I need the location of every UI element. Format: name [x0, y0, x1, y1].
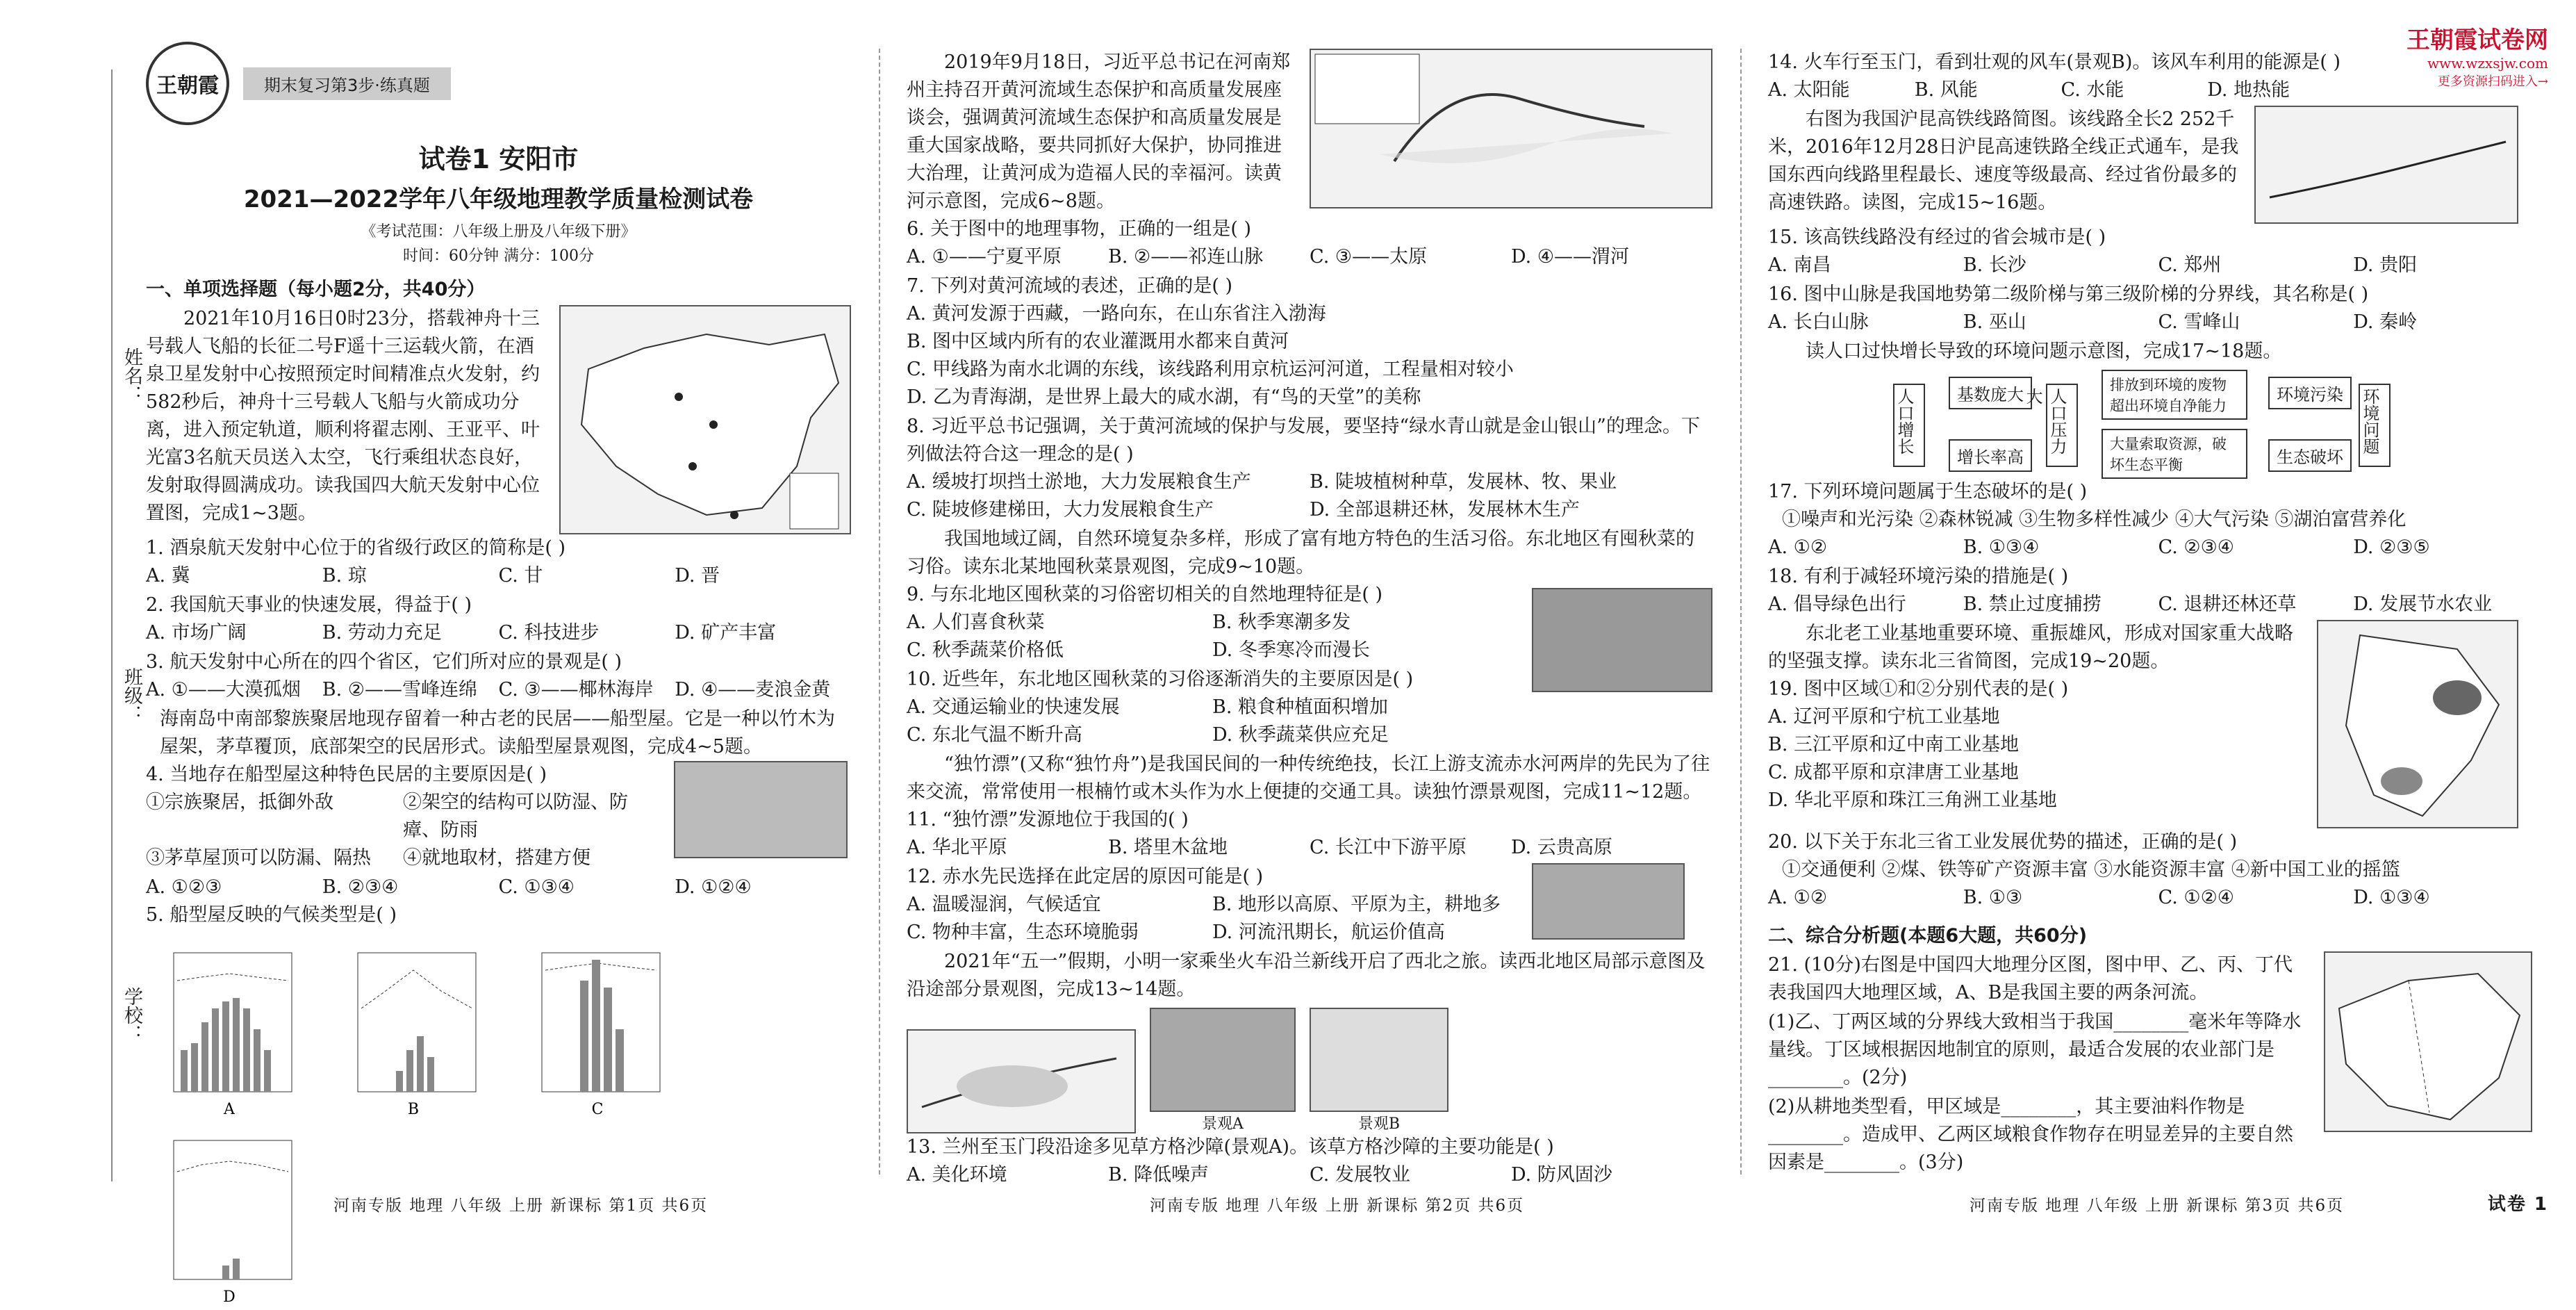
- q10-option-d[interactable]: D. 秋季蔬菜供应充足: [1212, 724, 1389, 746]
- q12-option-b[interactable]: B. 地形以高原、平原为主，耕地多: [1212, 894, 1501, 915]
- exam-tag: 试卷 1: [2487, 1194, 2548, 1215]
- q2-option-c[interactable]: C. 科技进步: [498, 622, 600, 644]
- flow-resource: 大量索取资源，破坏生态平衡: [2102, 429, 2247, 479]
- q9-option-b[interactable]: B. 秋季寒潮多发: [1212, 612, 1351, 633]
- q15-option-d[interactable]: D. 贵阳: [2353, 254, 2418, 276]
- question-21-part-2[interactable]: (2)从耕地类型看，甲区域是________，其主要油料作物是________。造成甲、乙两区域粮食作物存在明显差异的主要自然因素是________。(3分): [1768, 1096, 2293, 1173]
- q7-option-b[interactable]: B. 图中区域内所有的农业灌溉用水都来自黄河: [907, 331, 1289, 352]
- q7-option-d[interactable]: D. 乙为青海湖，是世界上最大的咸水湖，有“鸟的天堂”的美称: [907, 386, 1421, 408]
- passage-4-5: 海南岛中南部黎族聚居地现存留着一种古老的民居——船型屋。它是一种以竹木为屋架，茅草覆顶，底部架空的民居形式。读船型屋景观图，完成4~5题。: [160, 708, 835, 758]
- question-17: 17. 下列环境问题属于生态破坏的是( ) ①噪声和光污染 ②森林锐减 ③生物多样性减少 ④大气污染 ⑤湖泊富营养化 A. ①② B. ①③④ C. ②③④ D. ②③⑤: [1768, 478, 2548, 562]
- q19-option-c[interactable]: C. 成都平原和京津唐工业基地: [1768, 762, 2019, 783]
- svg-text:D: D: [223, 1288, 236, 1306]
- exam-subtitle: 2021—2022学年八年级地理教学质量检测试卷: [243, 186, 754, 213]
- scene-b-photo: [1310, 1008, 1448, 1112]
- q17-option-b[interactable]: B. ①③④: [1963, 537, 2040, 558]
- question-4: 4. 当地存在船型屋这种特色民居的主要原因是( ) ①宗族聚居，抵御外敌 ②架空的结构可以防湿、防瘴、防雨 ③茅草屋顶可以防漏、隔热 ④就地取材，搭建方便: [146, 764, 628, 869]
- question-16: 16. 图中山脉是我国地势第二级阶梯与第三级阶梯的分界线，其名称是( ) A. 长白山脉 B. 巫山 C. 雪峰山 D. 秦岭: [1768, 281, 2548, 336]
- flow-base: 基数庞大: [1949, 377, 2032, 409]
- q10-option-c[interactable]: C. 东北气温不断升高: [907, 724, 1082, 746]
- flow-pop-growth: 人口增长: [1893, 384, 1925, 467]
- china-four-regions-map: [2324, 951, 2532, 1132]
- q18-option-d[interactable]: D. 发展节水农业: [2353, 593, 2493, 615]
- question-20: 20. 以下关于东北三省工业发展优势的描述，正确的是( ) ①交通便利 ②煤、铁等矿产资源丰富 ③水能资源丰富 ④新中国工业的摇篮 A. ①② B. ①③ C. ①②④ D. ①③④: [1768, 828, 2548, 912]
- flow-pollution: 环境污染: [2268, 377, 2352, 409]
- brand-site[interactable]: www.wzxsjw.com: [2427, 55, 2548, 72]
- climate-chart-a[interactable]: [146, 932, 320, 1120]
- q2-option-a[interactable]: A. 市场广阔: [146, 622, 247, 644]
- q3-option-b[interactable]: B. ②——雪峰连绵: [322, 679, 477, 701]
- svg-text:B: B: [408, 1101, 420, 1118]
- q19-option-d[interactable]: D. 华北平原和珠江三角洲工业基地: [1768, 789, 2057, 811]
- q16-option-d[interactable]: D. 秦岭: [2353, 311, 2418, 333]
- question-21-part-1[interactable]: (1)乙、丁两区域的分界线大致相当于我国________毫米年等降水量线。丁区域根据因地制宜的原则，最适合发展的农业部门是________。(2分): [1768, 1011, 2302, 1088]
- hu-kun-railway-map: [2254, 106, 2518, 224]
- flow-damage: 生态破坏: [2268, 439, 2352, 472]
- q12-option-d[interactable]: D. 河流汛期长，航运价值高: [1212, 922, 1445, 943]
- page-column-2: [879, 0, 1740, 1243]
- question-9: 9. 与东北地区囤秋菜的习俗密切相关的自然地理特征是( ) A. 人们喜食秋菜 B. 秋季寒潮多发 C. 秋季蔬菜价格低 D. 冬季寒冷而漫长: [907, 581, 1518, 664]
- climate-chart-b[interactable]: [330, 932, 504, 1120]
- review-badge: 期末复习第3步·练真题: [243, 67, 451, 100]
- q17-option-d[interactable]: D. ②③⑤: [2353, 537, 2430, 558]
- q14-option-a[interactable]: A. 太阳能: [1768, 79, 1850, 101]
- q11-option-a[interactable]: A. 华北平原: [907, 837, 1007, 858]
- q4-option-c[interactable]: C. ①③④: [498, 876, 575, 898]
- question-8: 8. 习近平总书记强调，关于黄河流域的保护与发展，要坚持“绿水青山就是金山银山”的理念。下列做法符合这一理念的是( ) A. 缓坡打坝挡土淤地，大力发展粮食生产 B. 陡坡植树种草，发展林、牧、果业 C. 陡坡修建梯田，大力发展粮食生产 D. 全部退耕还林，发展林木生产: [907, 413, 1712, 524]
- exam-scope: 《考试范围：八年级上册及八年级下册》: [361, 223, 636, 240]
- q4-option-d[interactable]: D. ①②④: [675, 876, 752, 898]
- q17-option-a[interactable]: A. ①②: [1768, 537, 1828, 558]
- q8-option-a[interactable]: A. 缓坡打坝挡土淤地，大力发展粮食生产: [907, 471, 1251, 493]
- passage-1-3: 2021年10月16日0时23分，搭载神舟十三号载人飞船的长征二号F遥十三运载火箭，在酒泉卫星发射中心按照预定时间精准点火发射，约582秒后，神舟十三号载人飞船与火箭成功分离，进入预定轨道，顺利将翟志刚、王亚平、叶光富3名航天员送入太空，飞行乘组状态良好，发射取得圆满成功。读我国四大航天发射中心位置图，完成1~3题。: [146, 308, 540, 524]
- brand-header: [2406, 21, 2548, 90]
- brand-name: 王朝霞试卷网: [2406, 26, 2548, 54]
- section-2-title: 二、综合分析题(本题6大题，共60分): [1768, 925, 2088, 947]
- boat-house-photo: [674, 761, 848, 858]
- passage-17-18: 读人口过快增长导致的环境问题示意图，完成17~18题。: [1806, 341, 2282, 362]
- q16-option-c[interactable]: C. 雪峰山: [2158, 311, 2240, 333]
- q6-option-a[interactable]: A. ①——宁夏平原: [907, 246, 1062, 268]
- brand-promo: 更多资源扫码进入→: [2437, 74, 2548, 89]
- svg-text:C: C: [591, 1101, 604, 1118]
- scene-a-caption: 景观A: [1202, 1115, 1244, 1133]
- flow-rate: 增长率高: [1949, 439, 2032, 472]
- question-1: 1. 酒泉航天发射中心位于的省级行政区的简称是( ) A. 冀 B. 琼 C. 甘 D. 晋: [146, 534, 851, 590]
- scene-b-caption: 景观B: [1357, 1115, 1401, 1133]
- q18-option-c[interactable]: C. 退耕还林还草: [2158, 593, 2297, 615]
- q1-option-a[interactable]: A. 冀: [146, 565, 190, 587]
- question-3: 3. 航天发射中心所在的四个省区，它们所对应的景观是( ) A. ①——大漠孤烟 B. ②——雪峰连绵 C. ③——椰林海岸 D. ④——麦浪金黄: [146, 648, 851, 704]
- school-field-label: 学校：: [121, 987, 142, 1043]
- q9-option-c[interactable]: C. 秋季蔬菜价格低: [907, 639, 1064, 661]
- q13-option-d[interactable]: D. 防风固沙: [1511, 1164, 1612, 1186]
- question-15: 15. 该高铁线路没有经过的省会城市是( ) A. 南昌 B. 长沙 C. 郑州 D. 贵阳: [1768, 224, 2548, 279]
- passage-13-14: 2021年“五一”假期，小明一家乘坐火车沿兰新线开启了西北之旅。读西北地区局部示意图及沿途部分景观图，完成13~14题。: [907, 951, 1706, 1000]
- q12-option-c[interactable]: C. 物种丰富，生态环境脆弱: [907, 922, 1139, 943]
- name-field-label: 姓名：: [121, 347, 142, 404]
- q2-option-b[interactable]: B. 劳动力充足: [322, 622, 442, 644]
- q11-option-c[interactable]: C. 长江中下游平原: [1310, 837, 1467, 858]
- q20-option-c[interactable]: C. ①②④: [2158, 887, 2234, 908]
- q14-option-d[interactable]: D. 地热能: [2207, 79, 2290, 101]
- q3-option-d[interactable]: D. ④——麦浪金黄: [675, 679, 831, 701]
- q9-option-d[interactable]: D. 冬季寒冷而漫长: [1212, 639, 1370, 661]
- yellow-river-map: [1310, 49, 1712, 208]
- bamboo-drift-photo: [1532, 863, 1685, 940]
- q19-option-b[interactable]: B. 三江平原和辽中南工业基地: [1768, 734, 2020, 755]
- q11-option-d[interactable]: D. 云贵高原: [1511, 837, 1612, 858]
- question-19: 19. 图中区域①和②分别代表的是( ) A. 辽河平原和宁杭工业基地 B. 三江平原和辽中南工业基地 C. 成都平原和京津唐工业基地 D. 华北平原和珠江三角洲工业基地: [1768, 676, 2303, 814]
- q6-option-b[interactable]: B. ②——祁连山脉: [1108, 246, 1264, 268]
- scene-a-photo: [1150, 1008, 1296, 1112]
- passage-19-20: 东北老工业基地重要环境、重振雄风，形成对国家重大战略的坚强支撑。读东北三省简图，完成19~20题。: [1768, 623, 2293, 672]
- q8-option-c[interactable]: C. 陡坡修建梯田，大力发展粮食生产: [907, 499, 1214, 521]
- q14-option-c[interactable]: C. 水能: [2061, 79, 2124, 101]
- q4-options: [146, 874, 851, 901]
- q1-option-c[interactable]: C. 甘: [498, 565, 543, 587]
- q20-option-a[interactable]: A. ①②: [1768, 887, 1828, 908]
- question-13: 13. 兰州至玉门段沿途多见草方格沙障(景观A)。该草方格沙障的主要功能是( ) A. 美化环境 B. 降低噪声 C. 发展牧业 D. 防风固沙: [907, 1133, 1712, 1189]
- question-5: 5. 船型屋反映的气候类型是( ): [146, 904, 397, 926]
- autumn-vegetable-photo: [1532, 588, 1712, 692]
- flow-waste: 排放到环境的废物超出环境自净能力: [2102, 370, 2247, 420]
- q20-option-b[interactable]: B. ①③: [1963, 887, 2023, 908]
- q6-option-d[interactable]: D. ④——渭河: [1511, 246, 1630, 268]
- question-21-stem: 21. (10分)右图是中国四大地理分区图，图中甲、乙、丙、丁代表我国四大地理区域，A、B是我国主要的两条河流。: [1768, 954, 2293, 1004]
- q13-option-b[interactable]: B. 降低噪声: [1108, 1164, 1209, 1186]
- svg-text:A: A: [224, 1101, 235, 1118]
- northeast-china-map: [2317, 620, 2518, 828]
- question-12: 12. 赤水先民选择在此定居的原因可能是( ) A. 温暖湿润，气候适宜 B. 地形以高原、平原为主，耕地多 C. 物种丰富，生态环境脆弱 D. 河流汛期长，航运价值高: [907, 863, 1518, 947]
- flow-env-problem: 环境问题: [2359, 384, 2391, 467]
- population-flow-diagram: [1893, 370, 2393, 474]
- question-11: 11. “独竹漂”发源地位于我国的( ) A. 华北平原 B. 塔里木盆地 C. 长江中下游平原 D. 云贵高原: [907, 806, 1712, 862]
- question-2: 2. 我国航天事业的快速发展，得益于( ) A. 市场广阔 B. 劳动力充足 C. 科技进步 D. 矿产丰富: [146, 591, 851, 647]
- passage-15-16: 右图为我国沪昆高铁线路简图。该线路全长2 252千米，2016年12月28日沪昆高速铁路全线正式通车，是我国东西向线路里程最长、速度等级最高、经过省份最多的高速铁路。读图，完成15~16题。: [1768, 108, 2239, 213]
- q4-option-b[interactable]: B. ②③④: [322, 876, 399, 898]
- page-column-3: [1740, 0, 2576, 1243]
- northwest-map: [907, 1029, 1136, 1133]
- exam-title: 试卷1 安阳市: [418, 144, 579, 174]
- q3-option-a[interactable]: A. ①——大漠孤烟: [146, 679, 301, 701]
- q7-option-a[interactable]: A. 黄河发源于西藏，一路向东，在山东省注入渤海: [907, 303, 1326, 325]
- page-footer-1: 河南专版 地理 八年级 上册 新课标 第1页 共6页: [333, 1197, 709, 1215]
- page-footer-2: 河南专版 地理 八年级 上册 新课标 第2页 共6页: [1150, 1197, 1525, 1215]
- q1-option-d[interactable]: D. 晋: [675, 565, 720, 587]
- page-footer-3: 河南专版 地理 八年级 上册 新课标 第3页 共6页: [1970, 1197, 2345, 1215]
- brand-logo: 王朝霞: [146, 42, 229, 125]
- question-18: 18. 有利于减轻环境污染的措施是( ) A. 倡导绿色出行 B. 禁止过度捕捞 C. 退耕还林还草 D. 发展节水农业: [1768, 563, 2548, 619]
- section-1-title: 一、单项选择题（每小题2分，共40分）: [146, 279, 486, 300]
- q17-option-c[interactable]: C. ②③④: [2158, 537, 2234, 558]
- q15-option-a[interactable]: A. 南昌: [1768, 254, 1831, 276]
- header-band: [146, 42, 851, 125]
- q16-option-b[interactable]: B. 巫山: [1963, 311, 2026, 333]
- q16-option-a[interactable]: A. 长白山脉: [1768, 311, 1869, 333]
- q8-option-b[interactable]: B. 陡坡植树种草，发展林、牧、果业: [1310, 471, 1617, 493]
- q7-option-c[interactable]: C. 甲线路为南水北调的东线，该线路利用京杭运河河道，工程量相对较小: [907, 359, 1514, 380]
- q11-option-b[interactable]: B. 塔里木盆地: [1108, 837, 1228, 858]
- q15-option-c[interactable]: C. 郑州: [2158, 254, 2222, 276]
- climate-chart-c[interactable]: [514, 932, 688, 1120]
- q18-option-a[interactable]: A. 倡导绿色出行: [1768, 593, 1906, 615]
- q10-option-a[interactable]: A. 交通运输业的快速发展: [907, 696, 1120, 718]
- question-6: 6. 关于图中的地理事物，正确的一组是( ) A. ①——宁夏平原 B. ②——祁连山脉 C. ③——太原 D. ④——渭河: [907, 215, 1712, 271]
- climate-charts: [146, 932, 851, 1307]
- q1-option-b[interactable]: B. 琼: [322, 565, 367, 587]
- q3-option-c[interactable]: C. ③——椰林海岸: [498, 679, 654, 701]
- q9-option-a[interactable]: A. 人们喜食秋菜: [907, 612, 1045, 633]
- question-10: 10. 近些年，东北地区囤秋菜的习俗逐渐消失的主要原因是( ) A. 交通运输业的快速发展 B. 粮食种植面积增加 C. 东北气温不断升高 D. 秋季蔬菜供应充足: [907, 666, 1518, 749]
- passage-11-12: “独竹漂”(又称“独竹舟”)是我国民间的一种传统绝技，长江上游支流赤水河两岸的先民为了往来交流，常常使用一根楠竹或木头作为水上便捷的交通工具。读独竹漂景观图，完成11~12题。: [907, 753, 1710, 803]
- time-score: 时间：60分钟 满分：100分: [403, 247, 594, 265]
- q6-option-c[interactable]: C. ③——太原: [1310, 246, 1428, 268]
- passage-9-10: 我国地域辽阔，自然环境复杂多样，形成了富有地方特色的生活习俗。东北地区有囤秋菜的习俗。读东北某地囤秋菜景观图，完成9~10题。: [907, 528, 1694, 578]
- q18-option-b[interactable]: B. 禁止过度捕捞: [1963, 593, 2102, 615]
- question-14: 14. 火车行至玉门，看到壮观的风车(景观B)。该风车利用的能源是( ) A. 太阳能 B. 风能 C. 水能 D. 地热能: [1768, 49, 2354, 104]
- climate-chart-d[interactable]: [146, 1120, 320, 1307]
- q8-option-d[interactable]: D. 全部退耕还林，发展林木生产: [1310, 499, 1580, 521]
- q15-option-b[interactable]: B. 长沙: [1963, 254, 2026, 276]
- passage-6-8: 2019年9月18日，习近平总书记在河南郑州主持召开黄河流域生态保护和高质量发展座谈会，强调黄河流域生态保护和高质量发展是重大国家战略，要共同抓好大保护，协同推进大治理，让黄河成为造福人民的幸福河。读黄河示意图，完成6~8题。: [907, 51, 1291, 212]
- class-field-label: 班级：: [121, 667, 142, 723]
- q13-option-a[interactable]: A. 美化环境: [907, 1164, 1007, 1186]
- q20-option-d[interactable]: D. ①③④: [2353, 887, 2430, 908]
- china-launch-site-map: [559, 305, 851, 534]
- q4-option-a[interactable]: A. ①②③: [146, 876, 222, 898]
- q19-option-a[interactable]: A. 辽河平原和宁杭工业基地: [1768, 706, 2000, 728]
- q2-option-d[interactable]: D. 矿产丰富: [675, 622, 777, 644]
- q12-option-a[interactable]: A. 温暖湿润，气候适宜: [907, 894, 1101, 915]
- flow-pressure: 人口压力大: [2046, 384, 2078, 467]
- q14-option-b[interactable]: B. 风能: [1914, 79, 1978, 101]
- question-7: 7. 下列对黄河流域的表述，正确的是( ) A. 黄河发源于西藏，一路向东，在山东省注入渤海 B. 图中区域内所有的农业灌溉用水都来自黄河 C. 甲线路为南水北调的东线，该线路利用京杭运河河道，工程量相对较小 D. 乙为青海湖，是世界上最大的咸水湖，有“鸟的天堂”的美称: [907, 272, 1712, 411]
- page-column-1: [0, 0, 879, 1306]
- q13-option-c[interactable]: C. 发展牧业: [1310, 1164, 1410, 1186]
- q10-option-b[interactable]: B. 粮食种植面积增加: [1212, 696, 1389, 718]
